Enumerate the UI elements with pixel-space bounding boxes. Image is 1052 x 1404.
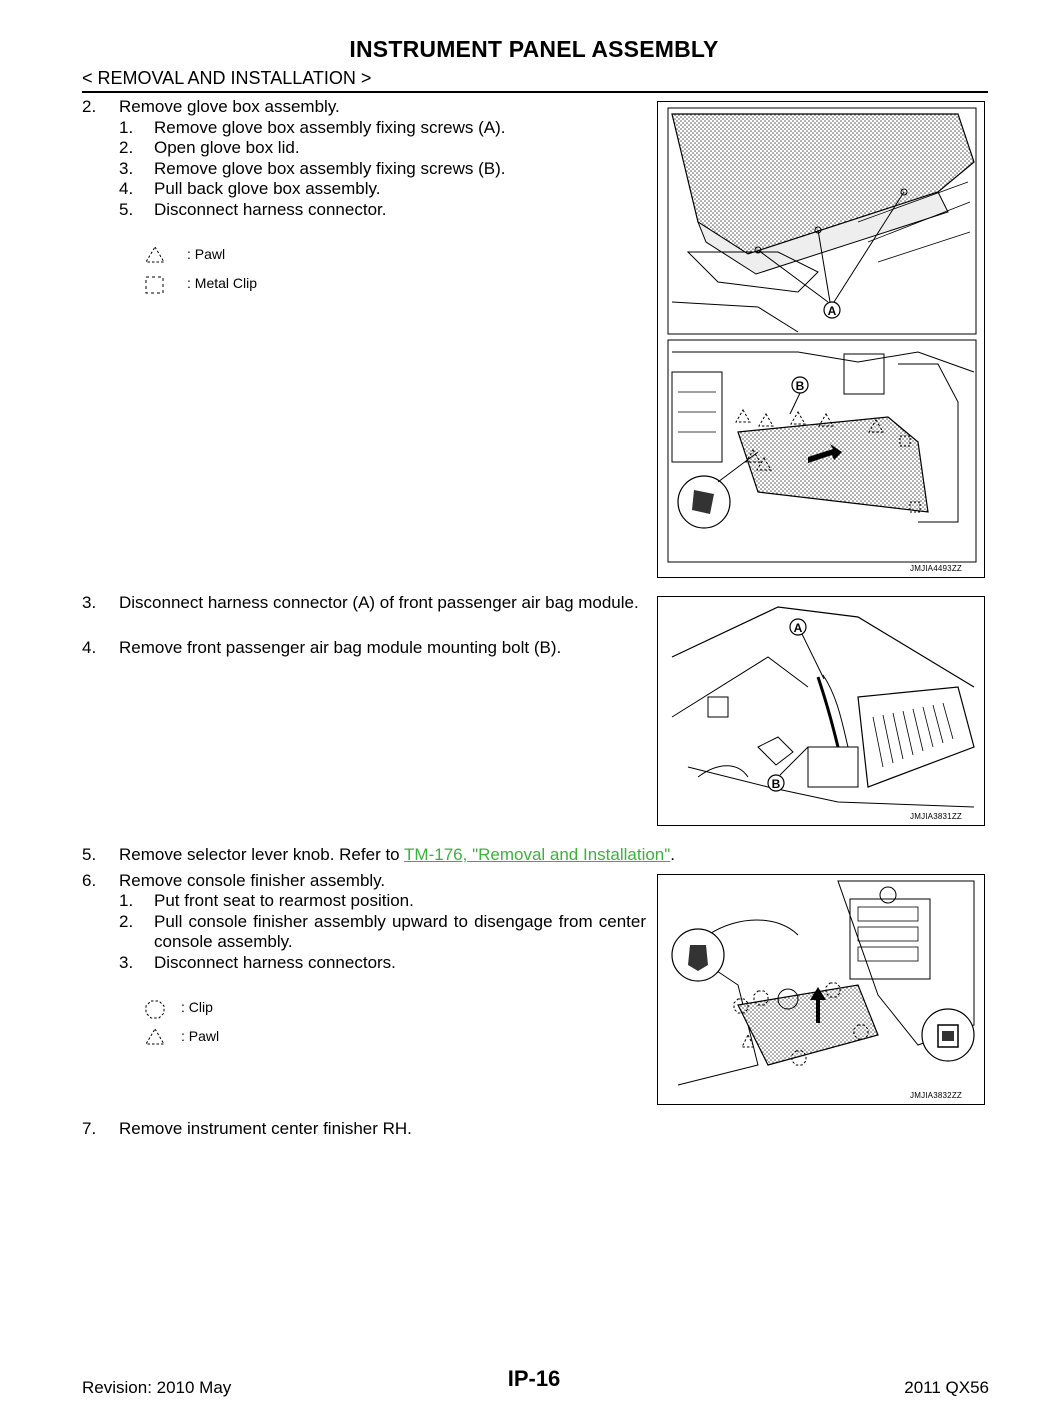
substep-number: 2. (119, 138, 134, 157)
step-text: Remove glove box assembly. (119, 97, 340, 116)
step-text: Disconnect harness connector (A) of front passenger air bag module. (119, 593, 639, 612)
figure-code: JMJIA4493ZZ (910, 564, 962, 573)
legend-item-pawl (144, 1027, 344, 1049)
step-4 (82, 638, 646, 660)
header-divider (82, 91, 988, 93)
pawl-icon (144, 245, 166, 265)
tm-176-reference-link[interactable]: TM-176, "Removal and Installation" (404, 845, 671, 864)
step-number: 2. (82, 97, 97, 116)
glove-box-illustration (658, 102, 986, 579)
substep-number: 4. (119, 179, 134, 198)
callout-label-a: A (793, 621, 803, 635)
substep-2-1 (119, 118, 639, 138)
substep-number: 3. (119, 159, 134, 178)
revision-date: Revision: 2010 May (82, 1378, 232, 1397)
legend-item-pawl (144, 245, 344, 265)
substep-6-1 (119, 891, 646, 911)
air-bag-module-illustration (658, 597, 986, 827)
substep-number: 1. (119, 118, 134, 137)
legend-label: : Pawl (181, 1028, 220, 1044)
legend-item-clip (144, 998, 344, 1020)
step-3 (82, 593, 646, 635)
step-5 (82, 845, 782, 867)
substep-6-2 (119, 912, 646, 954)
step-2 (82, 97, 642, 119)
step-number: 5. (82, 845, 97, 864)
callout-label-b: B (771, 777, 781, 791)
substep-2-3 (119, 159, 639, 179)
substep-text: Pull back glove box assembly. (154, 179, 381, 198)
substep-text: Disconnect harness connectors. (154, 953, 396, 972)
step-text (119, 845, 675, 865)
substep-number: 1. (119, 891, 134, 910)
figure-code: JMJIA3831ZZ (910, 812, 962, 821)
figure-console-finisher (657, 874, 985, 1105)
step-text: Remove console finisher assembly. (119, 871, 386, 890)
substep-number: 3. (119, 953, 134, 972)
step-number: 6. (82, 871, 97, 890)
substep-text: Remove glove box assembly fixing screws (B). (154, 159, 506, 178)
figure-glove-box (657, 101, 985, 578)
console-finisher-illustration (658, 875, 986, 1106)
substep-number: 2. (119, 912, 134, 931)
section-heading: < REMOVAL AND INSTALLATION > (82, 68, 372, 88)
clip-icon (144, 998, 166, 1020)
substep-text: Disconnect harness connector. (154, 200, 387, 219)
substep-number: 5. (119, 200, 134, 219)
legend-label: : Clip (181, 999, 213, 1015)
substep-text: Put front seat to rearmost position. (154, 891, 414, 910)
pawl-icon (144, 1027, 166, 1047)
substep-text: Open glove box lid. (154, 138, 300, 157)
substep-text: Remove glove box assembly fixing screws (A). (154, 118, 506, 137)
substep-2-5 (119, 200, 639, 220)
metal-clip-icon (144, 274, 166, 296)
callout-label-b: B (795, 379, 805, 393)
substep-2-2 (119, 138, 639, 158)
legend-label: : Pawl (187, 246, 226, 262)
step-number: 7. (82, 1119, 97, 1138)
page-number: IP-16 (507, 1366, 561, 1391)
step-text-suffix: . (670, 845, 676, 864)
step-number: 4. (82, 638, 97, 657)
step-7 (82, 1119, 642, 1141)
callout-label-a: A (827, 304, 837, 318)
substep-6-3 (119, 953, 646, 973)
legend-label: : Metal Clip (187, 275, 258, 291)
step-text: Remove instrument center finisher RH. (119, 1119, 412, 1138)
step-text-prefix: Remove selector lever knob. Refer to (119, 845, 405, 864)
figure-code: JMJIA3832ZZ (910, 1091, 962, 1100)
figure-air-bag-module (657, 596, 985, 826)
step-number: 3. (82, 593, 97, 612)
step-text: Remove front passenger air bag module mounting bolt (B). (119, 638, 562, 657)
page-title: INSTRUMENT PANEL ASSEMBLY (349, 36, 719, 62)
substep-2-4 (119, 179, 639, 199)
legend-item-metal-clip (144, 274, 344, 296)
substep-text: Pull console finisher assembly upward to disengage from center console assembly. (154, 912, 646, 951)
vehicle-model: 2011 QX56 (904, 1378, 989, 1397)
step-6 (82, 871, 642, 893)
